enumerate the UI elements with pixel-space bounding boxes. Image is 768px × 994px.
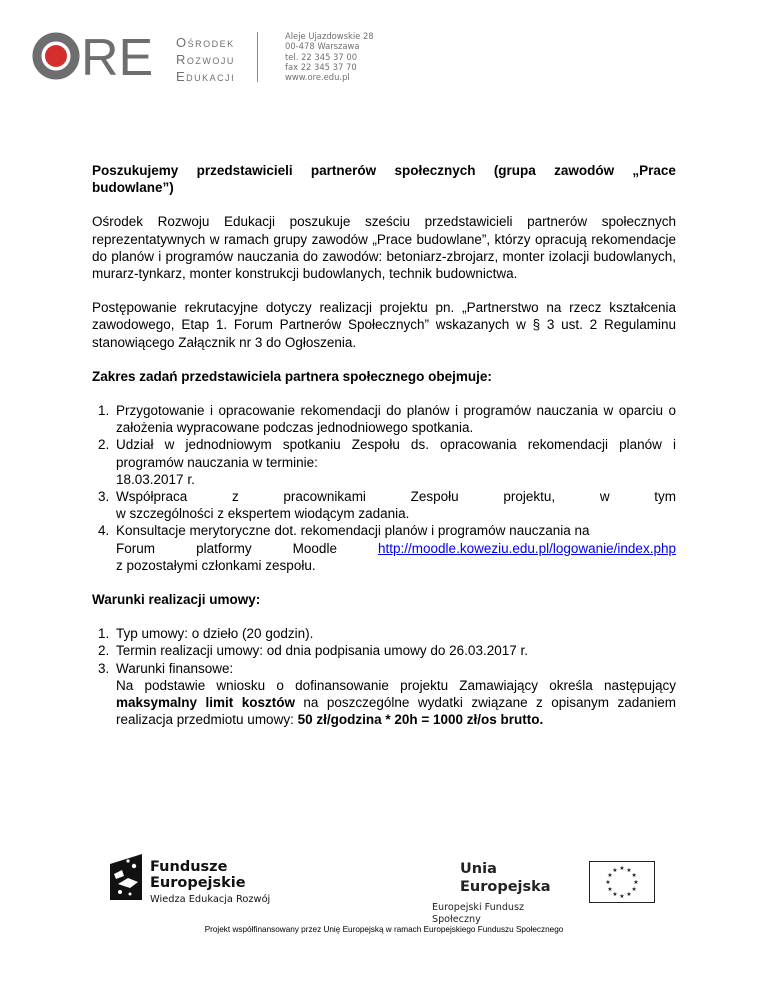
title-word: (grupa (493, 163, 536, 178)
fe-text-block (150, 859, 270, 906)
word: tym (654, 489, 676, 505)
eu-flag-icon (589, 861, 655, 903)
list-item-line: w szczególności z ekspertem wiodącym zadania. (116, 506, 410, 522)
org-name-line: Rozwoju (176, 52, 235, 67)
meeting-date: 18.03.2017 r. (116, 471, 195, 487)
ue-text-block (430, 860, 575, 926)
list-item (92, 522, 676, 574)
fe-tagline: Wiedza Edukacja Rozwój (150, 894, 271, 905)
eu-star-icon: ★ (626, 866, 632, 874)
list-item (92, 625, 676, 642)
fe-line: Fundusze (150, 859, 228, 875)
footer-cofinancing-note: Projekt współfinansowany przez Unię Europejską w ramach Europejskiego Funduszu Społecznego (204, 925, 564, 934)
contract-list (92, 625, 676, 728)
address-line: Aleje Ujazdowskie 28 (285, 31, 374, 41)
ue-subtitle: Europejski Fundusz Społeczny (432, 902, 525, 925)
procedure-paragraph: Postępowanie rekrutacyjne dotyczy realizacji projektu pn. „Partnerstwo na rzecz kształcenia zawodowego, Etap 1. Forum Partnerów Społecznych” wskazanych w § 3 ust. 2 Regulaminu stanowiącego Załącznik nr 3 do Ogłoszenia. (92, 300, 676, 350)
list-item-text: Termin realizacji umowy: od dnia podpisania umowy do 26.03.2017 r. (116, 643, 528, 659)
address-line: fax 22 345 37 70 (285, 61, 357, 72)
title-word: „Prace (632, 163, 676, 178)
list-number: 2. (98, 643, 110, 659)
word: z (231, 489, 239, 505)
eu-star-icon: ★ (605, 879, 611, 886)
word: Zespołu (410, 489, 459, 505)
fundusze-europejskie-logo (108, 852, 144, 902)
eu-star-icon: ★ (607, 872, 613, 879)
ore-logo (32, 28, 162, 84)
word: pracownikami (283, 489, 366, 505)
eu-star-icon: ★ (626, 891, 632, 899)
title-line-2: budowlane”) (92, 180, 174, 196)
list-item-line (116, 540, 676, 557)
ue-title: Unia Europejska (460, 861, 551, 895)
word: w (599, 489, 610, 505)
eu-star-icon: ★ (607, 886, 613, 893)
eu-star-icon: ★ (619, 893, 625, 900)
word: projektu, (503, 489, 556, 505)
contract-heading: Warunki realizacji umowy: (92, 592, 261, 608)
word: Współpraca (116, 489, 188, 505)
list-item (92, 488, 676, 522)
financial-details (116, 677, 676, 729)
list-item-text: Udział w jednodniowym spotkaniu Zespołu ds. opracowania rekomendacji planów i programów nauczania w terminie: (116, 437, 676, 470)
moodle-link[interactable]: http://moodle.koweziu.edu.pl/logowanie/index.php (378, 540, 676, 556)
org-name (176, 34, 235, 85)
tasks-heading: Zakres zadań przedstawiciela partnera społecznego obejmuje: (92, 368, 492, 384)
detail-bold: 50 zł/godzina * 20h = 1000 zł/os brutto. (297, 712, 544, 728)
list-item (92, 660, 676, 729)
address-line: www.ore.edu.pl (285, 72, 350, 83)
fe-line: Europejskie (150, 875, 246, 891)
title-word: przedstawicieli (196, 163, 293, 178)
header-divider (257, 32, 258, 82)
eu-star-icon: ★ (633, 879, 639, 886)
list-item-text: Typ umowy: o dzieło (20 godzin). (116, 626, 314, 642)
list-number: 3. (98, 489, 110, 505)
tasks-list (92, 402, 676, 574)
title-word: Poszukujemy (92, 163, 179, 178)
title-word: zawodów (554, 163, 615, 178)
address-line: tel. 22 345 37 00 (285, 51, 358, 62)
address-block (285, 31, 374, 82)
word: Forum (116, 540, 156, 556)
address-line: 00-478 Warszawa (285, 41, 360, 52)
logo-letters: RE (81, 29, 154, 84)
intro-paragraph: Ośrodek Rozwoju Edukacji poszukuje sześciu przedstawicieli partnerów społecznych reprezentatywnych w ramach grupy zawodów „Prace budowlane”, którzy opracują rekomendacje do planów i programów nauczania do zawodów: betoniarz-zbrojarz, monter izolacji budowlanych, murarz-tynkarz, monter konstrukcji budowlanych, technik budownictwa. (92, 214, 676, 282)
eu-star-icon: ★ (612, 891, 618, 899)
org-name-line: Ośrodek (176, 35, 235, 50)
title-line-1 (92, 162, 676, 179)
list-number: 2. (98, 437, 110, 453)
eu-star-icon: ★ (631, 872, 637, 879)
detail-text: Na podstawie wniosku o dofinansowanie projektu Zamawiający określa następujący (116, 677, 676, 693)
title-word: społecznych (394, 163, 476, 178)
list-number: 3. (98, 660, 110, 676)
eu-star-icon: ★ (612, 866, 618, 874)
list-item (92, 642, 676, 659)
detail-text: na poszczególne wydatki związane z opisanym zadaniem realizacja przedmiotu umowy: (116, 695, 676, 728)
list-item-line (116, 488, 676, 505)
list-item-line: z pozostałymi członkami zespołu. (116, 557, 316, 573)
document-title (92, 162, 676, 196)
title-word: partnerów (310, 163, 377, 178)
word: Moodle (292, 540, 337, 556)
list-item (92, 402, 676, 436)
list-item (92, 436, 676, 488)
eu-star-icon: ★ (631, 886, 637, 893)
word: platformy (196, 540, 252, 556)
list-item-text: Przygotowanie i opracowanie rekomendacji do planów i programów nauczania w oparciu o założenia wypracowane podczas jednodniowego spotkania. (116, 403, 676, 436)
eu-star-icon: ★ (619, 865, 625, 872)
document-body (92, 162, 676, 728)
list-number: 1. (98, 403, 110, 419)
detail-bold: maksymalny limit kosztów (116, 695, 295, 711)
list-number: 1. (98, 626, 110, 642)
logo-red-dot (45, 45, 67, 67)
list-item-text: Warunki finansowe: (116, 660, 234, 676)
list-number: 4. (98, 523, 110, 539)
list-item-line: Konsultacje merytoryczne dot. rekomendacji planów i programów nauczania na (116, 523, 590, 539)
org-name-line: Edukacji (176, 69, 236, 84)
